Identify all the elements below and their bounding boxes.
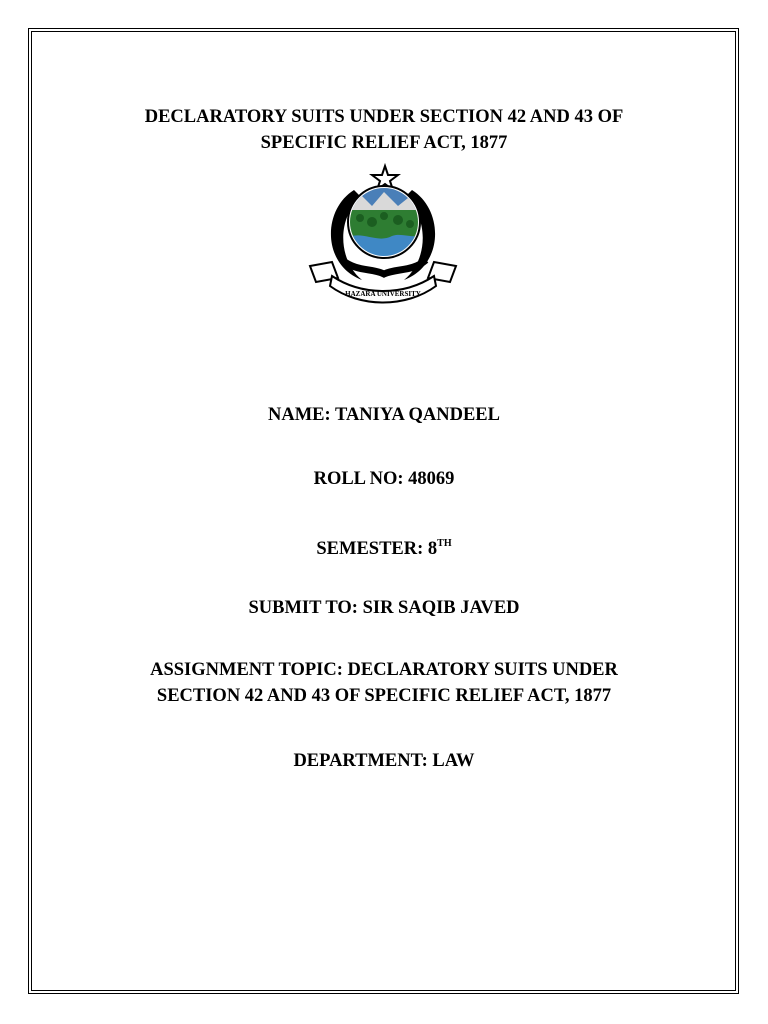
document-title	[0, 104, 768, 156]
university-crest-logo	[302, 160, 464, 312]
submit-to: SUBMIT TO: SIR SAQIB JAVED	[248, 598, 520, 618]
title-line-1: DECLARATORY SUITS UNDER SECTION 42 AND 43 OF	[144, 107, 624, 127]
assignment-line-1: ASSIGNMENT TOPIC: DECLARATORY SUITS UNDER	[150, 660, 618, 680]
logo-text: HAZARA UNIVERSITY	[345, 290, 421, 298]
roll-number: ROLL NO: 48069	[313, 469, 455, 489]
semester-suffix: TH	[437, 538, 452, 549]
assignment-topic	[0, 657, 768, 709]
title-line-2: SPECIFIC RELIEF ACT, 1877	[260, 133, 508, 153]
student-name: NAME: TANIYA QANDEEL	[268, 405, 500, 425]
department: DEPARTMENT: LAW	[293, 751, 475, 771]
semester-value: SEMESTER: 8	[316, 539, 438, 560]
semester	[0, 532, 768, 562]
assignment-line-2: SECTION 42 AND 43 OF SPECIFIC RELIEF ACT, 1877	[156, 686, 612, 706]
